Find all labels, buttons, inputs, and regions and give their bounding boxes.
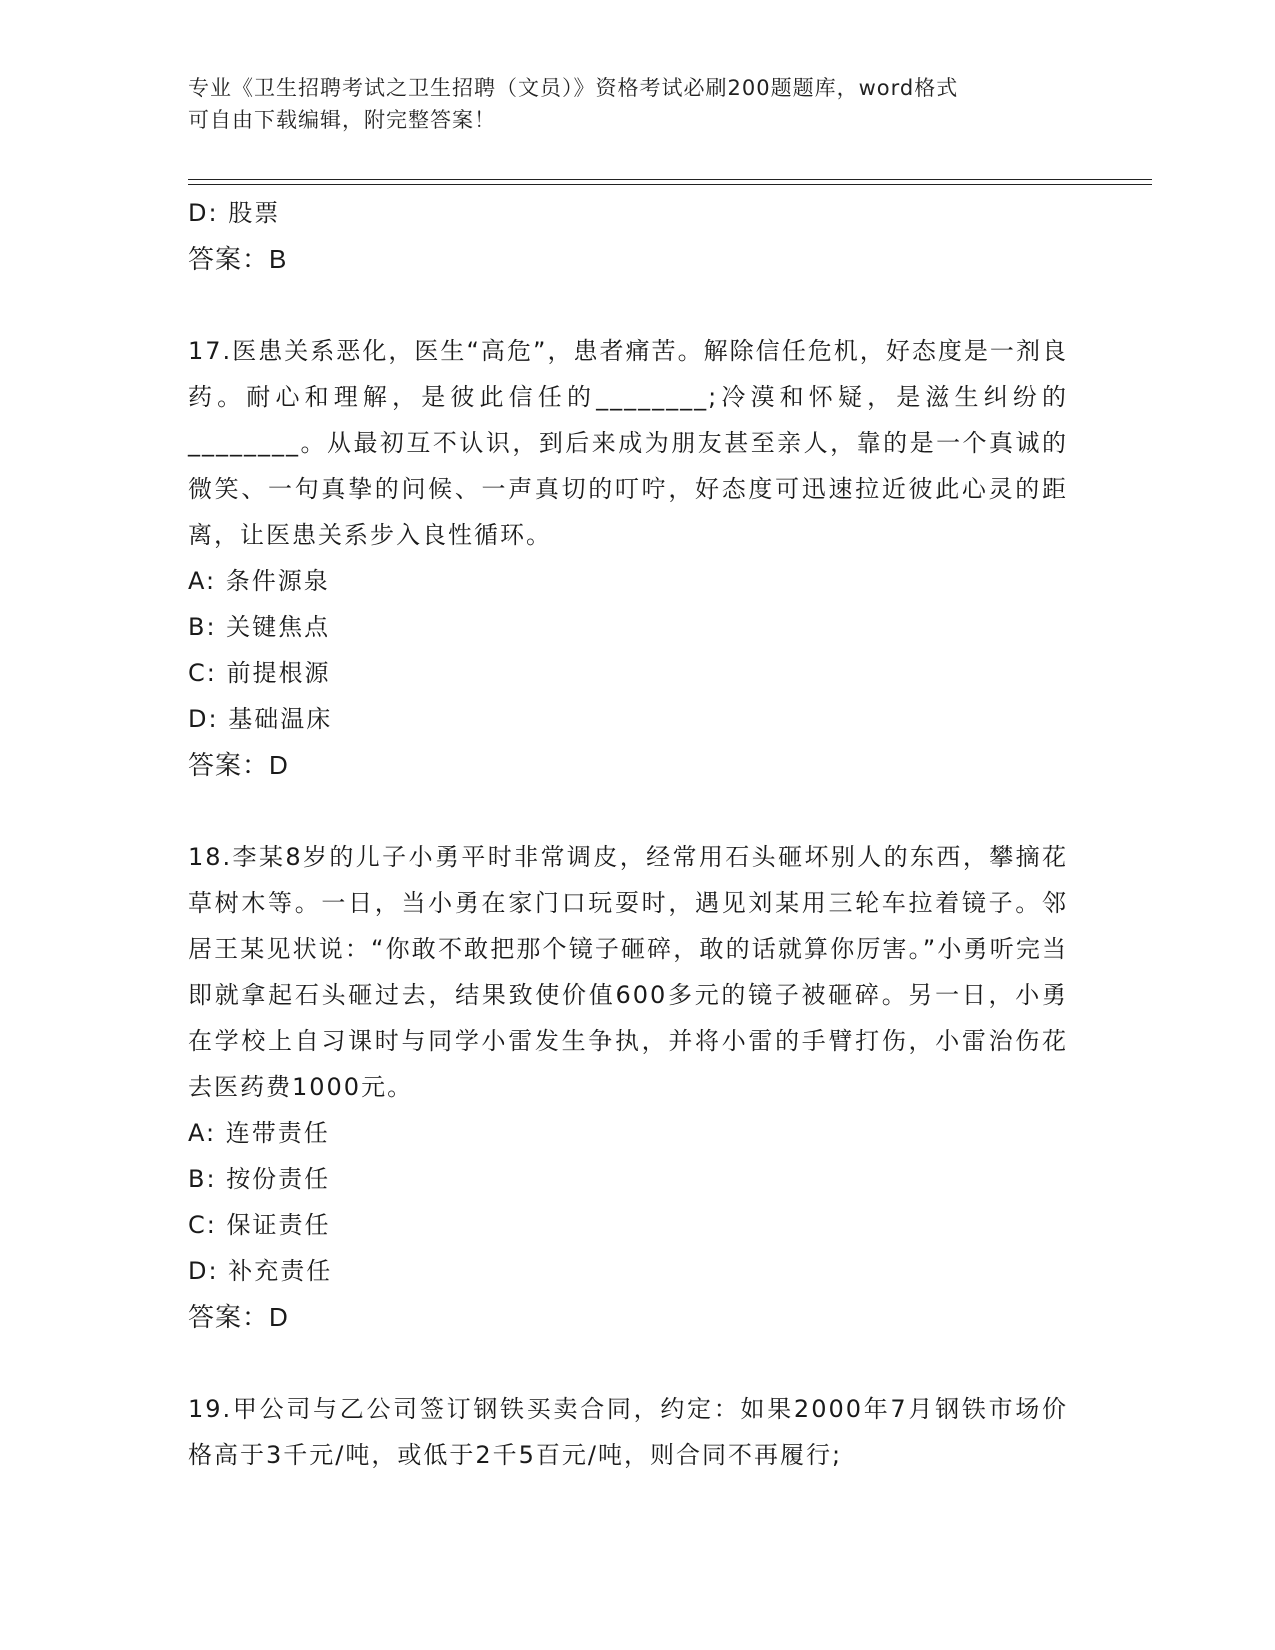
question-17-option-d: D: 基础温床 [188,705,333,733]
question-18-text: 18.李某8岁的儿子小勇平时非常调皮，经常用石头砸坏别人的东西，攀摘花草树木等。一日，当小勇在家门口玩耍时，遇见刘某用三轮车拉着镜子。邻居王某见状说：“你敢不敢把那个镜子砸碎，敢的话就算你厉害。”小勇听完当即就拿起石头砸过去，结果致使价值600多元的镜子被砸碎。另一日，小勇在学校上自习课时与同学小雷发生争执，并将小雷的手臂打伤，小雷治伤花去医药费1000元。 [188,843,1068,1101]
question-17 [188,328,1068,788]
spacer [188,788,1068,834]
question-18-option-c: C: 保证责任 [188,1211,331,1239]
question-17-option-b: B: 关键焦点 [188,613,331,641]
question-19-text: 19.甲公司与乙公司签订钢铁买卖合同，约定：如果2000年7月钢铁市场价格高于3千元/吨，或低于2千5百元/吨，则合同不再履行; [188,1395,1068,1469]
question-17-answer: 答案：D [188,750,289,780]
prev-option-d: D: 股票 [188,199,281,227]
header-divider-bottom [188,184,1152,185]
question-19 [188,1386,1068,1478]
header-divider-top [188,179,1152,180]
prev-answer: 答案：B [188,244,288,274]
question-17-option-c: C: 前提根源 [188,659,331,687]
spacer [188,1340,1068,1386]
question-18-option-b: B: 按份责任 [188,1165,331,1193]
question-18-option-d: D: 补充责任 [188,1257,333,1285]
question-17-text: 17.医患关系恶化，医生“高危”，患者痛苦。解除信任危机，好态度是一剂良药。耐心和理解，是彼此信任的________;冷漠和怀疑，是滋生纠纷的________。从最初互不认识，到后来成为朋友甚至亲人，靠的是一个真诚的微笑、一句真挚的问候、一声真切的叮咛，好态度可迅速拉近彼此心灵的距离，让医患关系步入良性循环。 [188,337,1068,549]
spacer [188,282,1068,328]
document-body [188,190,1068,1478]
header-line-2: 可自由下载编辑，附完整答案！ [188,108,496,132]
question-17-option-a: A: 条件源泉 [188,567,330,595]
header-line-1: 专业《卫生招聘考试之卫生招聘（文员）》资格考试必刷200题题库，word格式 [188,76,959,100]
question-18-answer: 答案：D [188,1302,289,1332]
document-header [188,72,1068,136]
question-18-option-a: A: 连带责任 [188,1119,330,1147]
question-18 [188,834,1068,1340]
